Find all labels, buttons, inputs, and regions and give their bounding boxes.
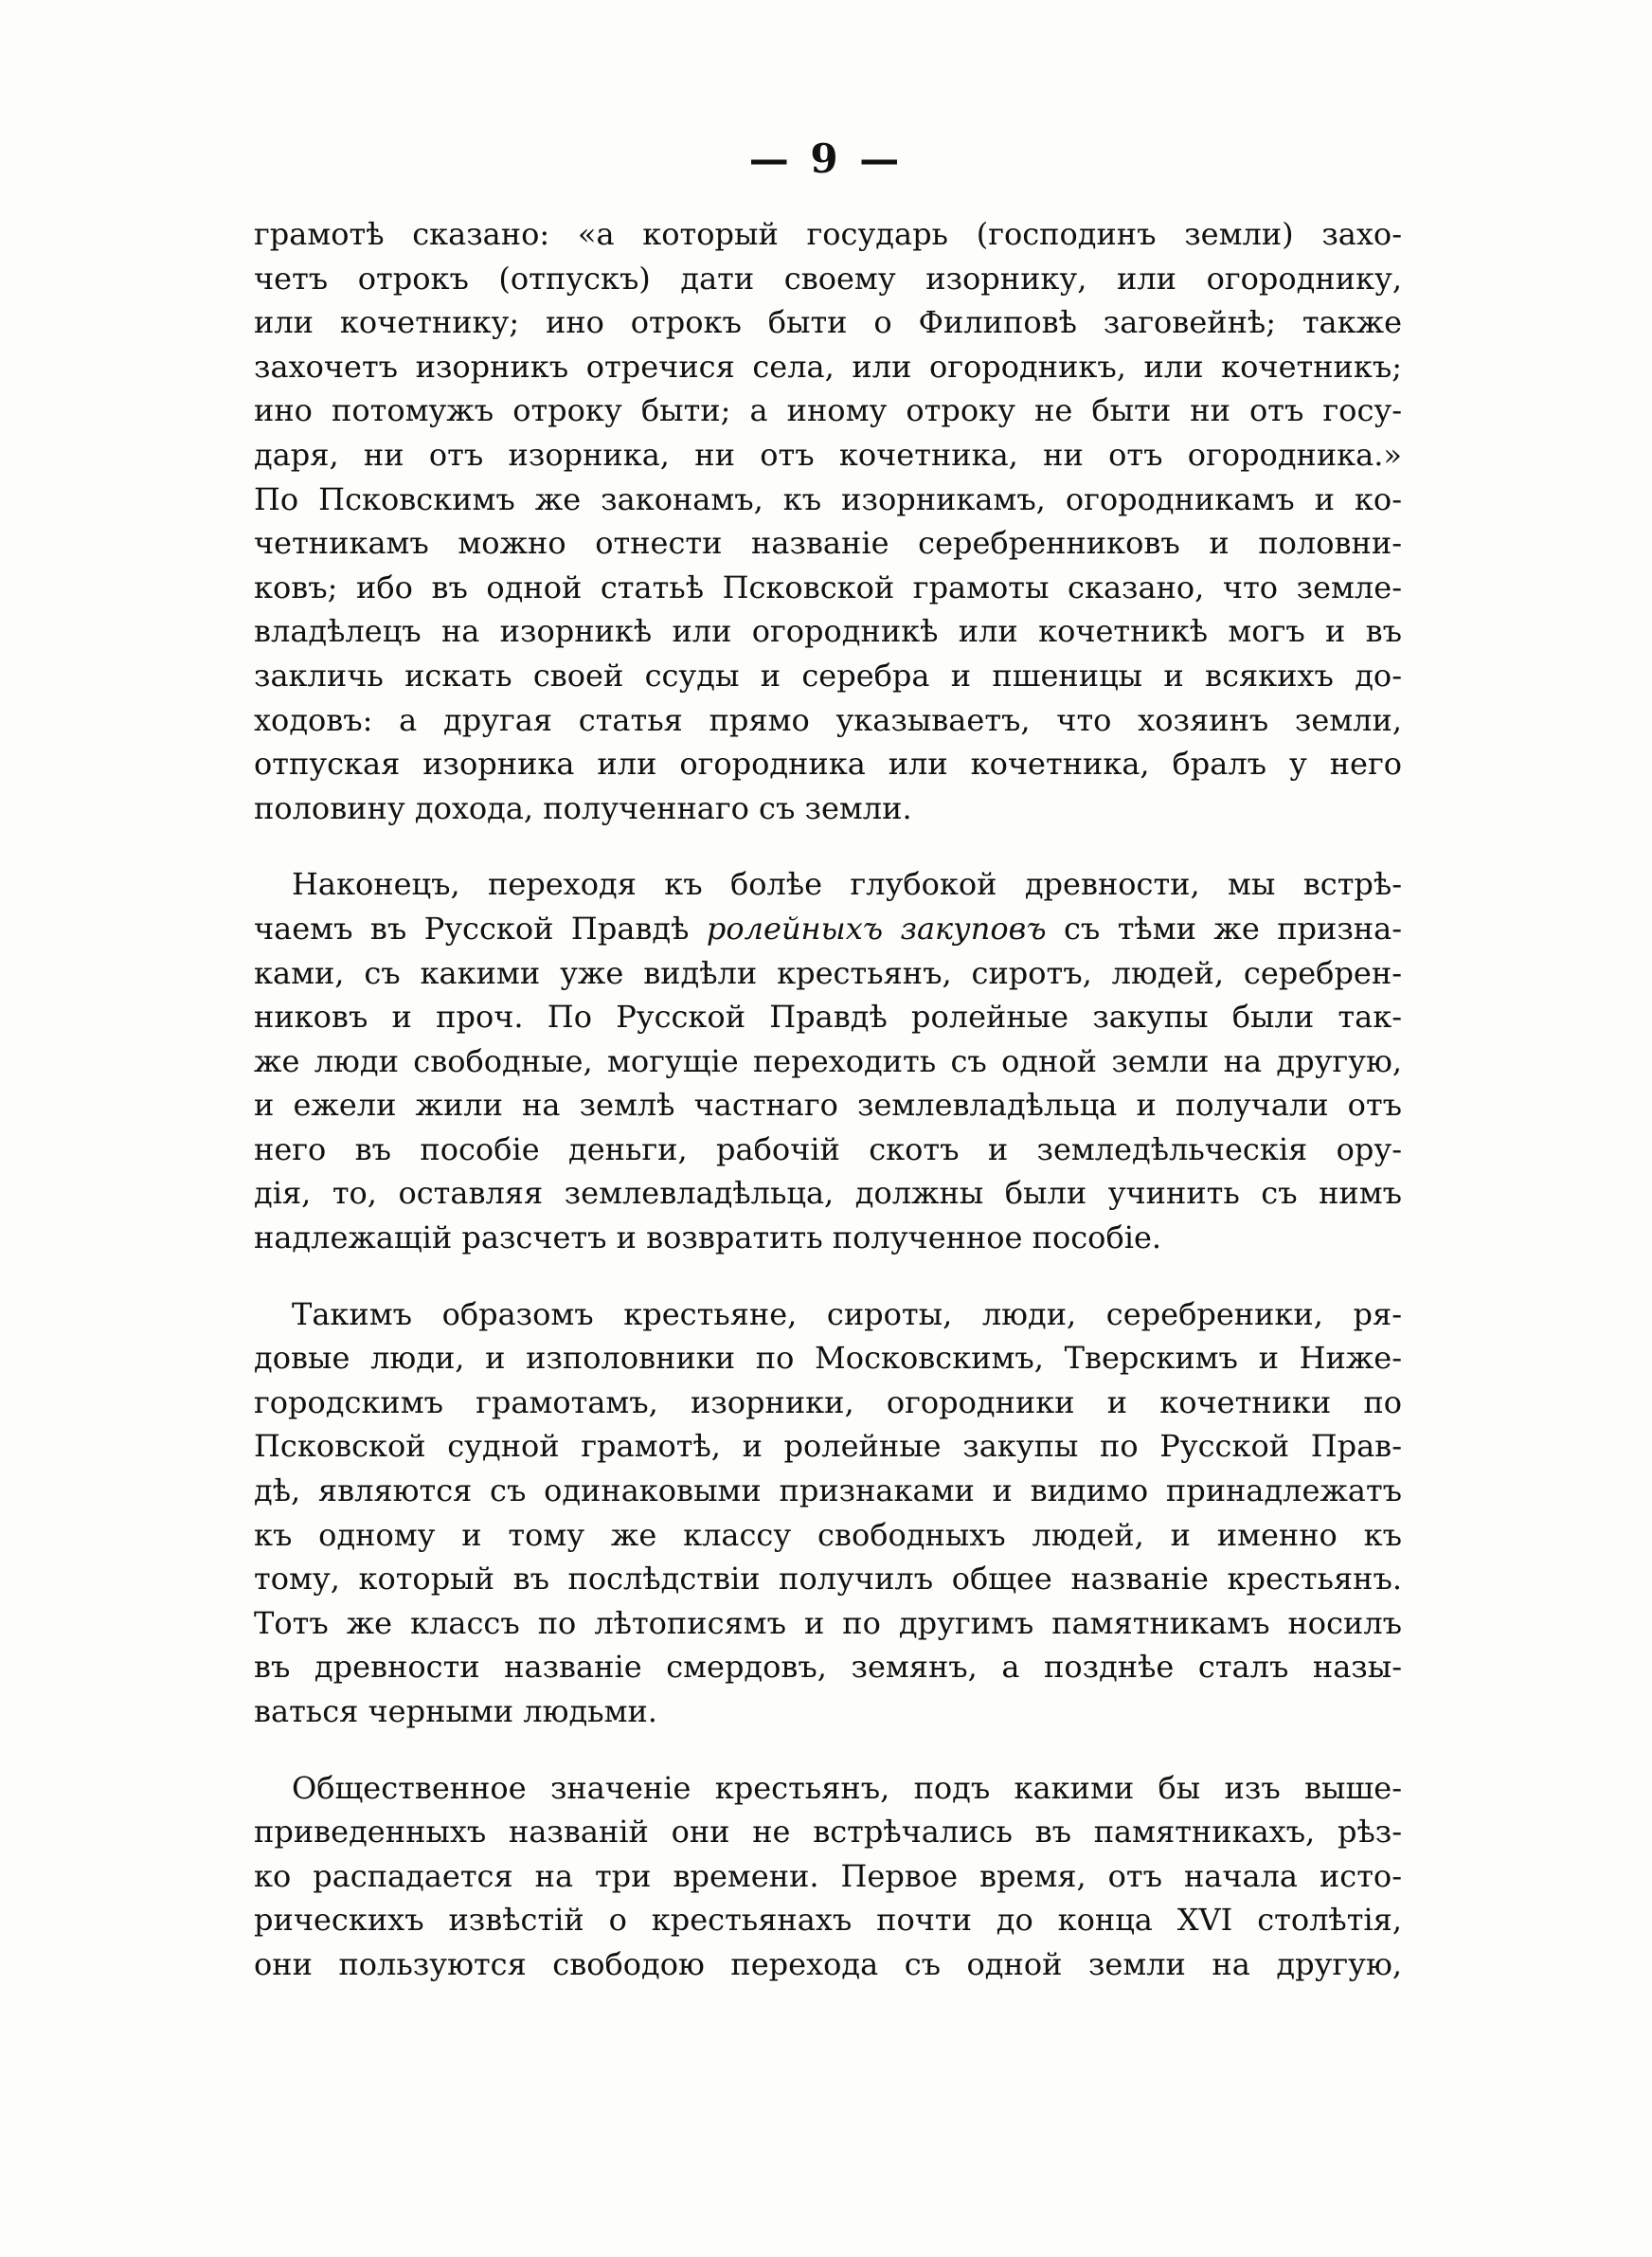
- text-line: закличь искать своей ссуды и серебра и пшеницы и всякихъ до-: [254, 657, 1402, 694]
- text-line: они пользуются свободою перехода съ одной земли на другую,: [254, 1945, 1402, 1982]
- text-line: Тотъ же классъ по лѣтописямъ и по другимъ памятникамъ носилъ: [254, 1604, 1402, 1641]
- text-line: него въ пособіе деньги, рабочій скотъ и земледѣльческія ору-: [254, 1130, 1402, 1167]
- text-line: тому, который въ послѣдствіи получилъ общее названіе крестьянъ.: [254, 1561, 1402, 1598]
- italic-term: ролейныхъ закуповъ: [706, 910, 1047, 947]
- text-line: городскимъ грамотамъ, изорники, огородники и кочетники по: [254, 1383, 1402, 1420]
- text-line: приведенныхъ названій они не встрѣчались въ памятникахъ, рѣз-: [254, 1814, 1402, 1851]
- text-segment: съ тѣми же призна-: [1064, 910, 1403, 947]
- text-line: дія, то, оставляя землевладѣльца, должны были учинить съ нимъ: [254, 1175, 1402, 1212]
- text-line: въ древности названіе смердовъ, земянъ, а позднѣе сталъ назы-: [254, 1649, 1402, 1686]
- paragraph-2: [254, 862, 1402, 1259]
- text-line: же люди свободные, могущіе переходить съ одной земли на другую,: [254, 1042, 1402, 1079]
- text-line: владѣлецъ на изорникѣ или огородникѣ или кочетникѣ могъ и въ: [254, 613, 1402, 650]
- text-line: ками, съ какими уже видѣли крестьянъ, сиротъ, людей, серебрен-: [254, 954, 1402, 991]
- text-line: никовъ и проч. По Русской Правдѣ ролейные закупы были так-: [254, 999, 1402, 1036]
- text-line: ваться черными людьми.: [254, 1693, 657, 1729]
- text-line: По Псковскимъ же законамъ, къ изорникамъ, огородникамъ и ко-: [254, 480, 1402, 517]
- text-line: даря, ни отъ изорника, ни отъ кочетника, ни отъ огородника.»: [254, 436, 1402, 473]
- text-line: четникамъ можно отнести названіе серебренниковъ и половни-: [254, 525, 1402, 562]
- text-line: рическихъ извѣстій о крестьянахъ почти до конца XVI столѣтія,: [254, 1902, 1402, 1939]
- text-line: ковъ; ибо въ одной статьѣ Псковской грамоты сказано, что земле-: [254, 569, 1402, 605]
- text-line: ходовъ: а другая статья прямо указываетъ, что хозяинъ земли,: [254, 701, 1402, 738]
- text-line: [254, 907, 1402, 951]
- text-line: Общественное значеніе крестьянъ, подъ какими бы изъ выше-: [292, 1769, 1402, 1806]
- text-line: и ежели жили на землѣ частнаго землевладѣльца и получали отъ: [254, 1087, 1402, 1124]
- text-line: дѣ, являются съ одинаковыми признаками и видимо принадлежатъ: [254, 1472, 1402, 1509]
- paragraph-1: [254, 212, 1402, 830]
- text-line: къ одному и тому же классу свободныхъ людей, и именно къ: [254, 1516, 1402, 1553]
- paragraph-4: [254, 1766, 1402, 1987]
- text-line: отпуская изорника или огородника или кочетника, бралъ у него: [254, 746, 1402, 783]
- text-line: надлежащій разсчетъ и возвратить полученное пособіе.: [254, 1219, 1162, 1256]
- text-line: ко распадается на три времени. Первое время, отъ начала исто-: [254, 1857, 1402, 1894]
- text-segment: чаемъ въ Русской Правдѣ: [254, 910, 690, 947]
- text-line: Псковской судной грамотѣ, и ролейные закупы по Русской Прав-: [254, 1428, 1402, 1465]
- text-line: Наконецъ, переходя къ болѣе глубокой древности, мы встрѣ-: [292, 866, 1402, 903]
- text-line: или кочетнику; ино отрокъ быти о Филиповѣ заговейнѣ; также: [254, 304, 1402, 341]
- text-line: половину дохода, полученнаго съ земли.: [254, 789, 912, 826]
- text-line: четъ отрокъ (отпускъ) дати своему изорнику, или огороднику,: [254, 260, 1402, 297]
- text-line: Такимъ образомъ крестьяне, сироты, люди, серебреники, ря-: [292, 1295, 1402, 1332]
- text-line: грамотѣ сказано: «а который государь (господинъ земли) захо-: [254, 216, 1402, 252]
- text-line: довые люди, и изполовники по Московскимъ, Тверскимъ и Ниже-: [254, 1340, 1402, 1377]
- text-line: захочетъ изорникъ отречися села, или огородникъ, или кочетникъ;: [254, 348, 1402, 385]
- page-body: [254, 212, 1402, 2019]
- page-number: — 9 —: [748, 135, 904, 182]
- paragraph-3: [254, 1292, 1402, 1734]
- text-line: ино потомужъ отроку быти; а иному отроку не быти ни отъ госу-: [254, 392, 1402, 429]
